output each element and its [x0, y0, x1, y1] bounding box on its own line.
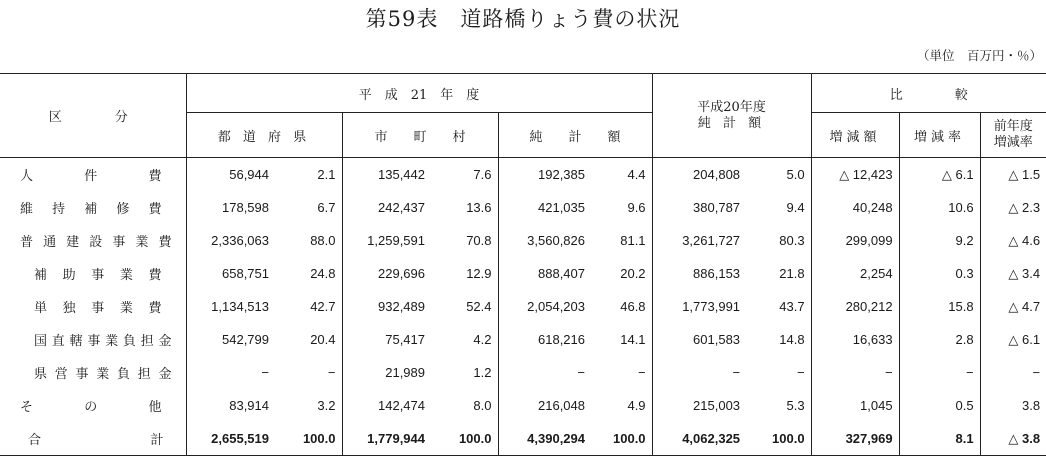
cell-chg-r: △ 6.1 [899, 158, 980, 192]
cell-fy20: 4,062,325 [652, 422, 746, 456]
cell-chg-r: 9.2 [899, 224, 980, 257]
cell-pref: 658,751 [186, 257, 275, 290]
cell-fy20-r: 14.8 [779, 332, 805, 347]
cell-muni-r: 70.8 [466, 233, 492, 248]
header-prev-line2: 増減率 [993, 135, 1033, 150]
cell-muni-r: 100.0 [431, 422, 498, 456]
row-label: 県営事業負担金 [34, 367, 172, 382]
cell-chg: 2,254 [811, 257, 899, 290]
header-prefecture: 都 道 府 県 [186, 113, 342, 158]
row-label: 国直轄事業負担金 [34, 334, 172, 349]
cell-chg: △ 12,423 [811, 158, 899, 192]
cell-muni: 932,489 [342, 290, 431, 323]
cell-fy20-r: 80.3 [779, 233, 805, 248]
cell-net: 618,216 [498, 323, 591, 356]
cell-fy20: 3,261,727 [652, 224, 746, 257]
cell-pref: 1,134,513 [186, 290, 275, 323]
cell-fy20-r: 5.3 [786, 398, 805, 413]
table-row [0, 191, 1046, 224]
header-municipality: 市 町 村 [342, 113, 498, 158]
road-bridge-cost-table [0, 73, 1046, 456]
cell-fy20-r: 100.0 [746, 422, 811, 456]
cell-chg-r: 10.6 [899, 191, 980, 224]
cell-pref: 2,655,519 [186, 422, 275, 456]
cell-muni: 21,989 [342, 356, 431, 389]
cell-fy20-r: 9.4 [786, 200, 805, 215]
cell-chg: 327,969 [811, 422, 899, 456]
cell-pref-r: − [327, 365, 336, 380]
cell-fy20-r: − [796, 365, 805, 380]
cell-pref: 83,914 [186, 389, 275, 422]
cell-chg-r: 2.8 [899, 323, 980, 356]
cell-muni-r: 7.6 [473, 167, 492, 182]
cell-net: 4,390,294 [498, 422, 591, 456]
cell-fy20-r: 21.8 [779, 266, 805, 281]
cell-muni: 75,417 [342, 323, 431, 356]
cell-net-r: 14.1 [620, 332, 646, 347]
cell-muni-r: 52.4 [466, 299, 492, 314]
cell-fy20: 601,583 [652, 323, 746, 356]
cell-pref: − [186, 356, 275, 389]
cell-pref: 2,336,063 [186, 224, 275, 257]
cell-muni-r: 1.2 [473, 365, 492, 380]
row-label: 単独事業費 [34, 301, 162, 316]
cell-pref-r: 100.0 [275, 422, 342, 456]
cell-prev: △ 4.7 [980, 290, 1046, 323]
table-row [0, 389, 1046, 422]
cell-net-r: 4.4 [627, 167, 646, 182]
table-row [0, 257, 1046, 290]
cell-pref-r: 42.7 [310, 299, 336, 314]
header-change-rate: 増減率 [899, 113, 980, 158]
cell-net-r: − [637, 365, 646, 380]
cell-muni: 1,259,591 [342, 224, 431, 257]
cell-net: 888,407 [498, 257, 591, 290]
cell-net-r: 20.2 [620, 266, 646, 281]
cell-chg-r: 0.5 [899, 389, 980, 422]
cell-pref: 56,944 [186, 158, 275, 192]
cell-chg: 16,633 [811, 323, 899, 356]
cell-prev: − [980, 356, 1046, 389]
cell-muni-r: 4.2 [473, 332, 492, 347]
cell-net-r: 9.6 [627, 200, 646, 215]
header-fy20-line2: 純 計 額 [697, 115, 766, 131]
cell-fy20: − [652, 356, 746, 389]
table-row [0, 323, 1046, 356]
cell-prev: △ 6.1 [980, 323, 1046, 356]
cell-pref-r: 20.4 [310, 332, 336, 347]
header-compare: 比 較 [811, 74, 1046, 113]
cell-net: 421,035 [498, 191, 591, 224]
page-title: 第59表 道路橋りょう費の状況 [365, 7, 681, 31]
table-row [0, 224, 1046, 257]
header-fy20-line1: 平成20年度 [697, 99, 766, 115]
cell-net-r: 81.1 [620, 233, 646, 248]
cell-pref-r: 2.1 [317, 167, 336, 182]
cell-chg: − [811, 356, 899, 389]
cell-chg: 1,045 [811, 389, 899, 422]
cell-fy20: 1,773,991 [652, 290, 746, 323]
cell-chg-r: 8.1 [899, 422, 980, 456]
unit-note: （単位 百万円・％） [916, 48, 1042, 63]
header-prev-line1: 前年度 [993, 119, 1033, 134]
table-row [0, 356, 1046, 389]
cell-pref-r: 24.8 [310, 266, 336, 281]
cell-fy20: 886,153 [652, 257, 746, 290]
cell-fy20: 380,787 [652, 191, 746, 224]
header-change-amount: 増減額 [811, 113, 899, 158]
header-category: 区 分 [0, 74, 186, 158]
cell-prev: △ 3.8 [980, 422, 1046, 456]
cell-muni: 242,437 [342, 191, 431, 224]
header-fy20 [652, 74, 811, 158]
row-label: 補助事業費 [34, 268, 162, 283]
cell-net: 216,048 [498, 389, 591, 422]
cell-muni: 1,779,944 [342, 422, 431, 456]
cell-net-r: 46.8 [620, 299, 646, 314]
cell-net: − [498, 356, 591, 389]
cell-pref-r: 3.2 [317, 398, 336, 413]
cell-pref: 542,799 [186, 323, 275, 356]
cell-chg-r: 15.8 [899, 290, 980, 323]
cell-pref-r: 6.7 [317, 200, 336, 215]
cell-fy20-r: 5.0 [786, 167, 805, 182]
cell-muni-r: 8.0 [473, 398, 492, 413]
cell-prev: △ 3.4 [980, 257, 1046, 290]
cell-muni-r: 13.6 [466, 200, 492, 215]
row-label: 人件費 [20, 169, 162, 184]
cell-net-r: 100.0 [591, 422, 652, 456]
row-label: 普通建設事業費 [20, 235, 172, 250]
cell-fy20: 204,808 [652, 158, 746, 192]
cell-fy20-r: 43.7 [779, 299, 805, 314]
cell-pref-r: 88.0 [310, 233, 336, 248]
cell-muni: 229,696 [342, 257, 431, 290]
cell-net-r: 4.9 [627, 398, 646, 413]
header-net-total: 純 計 額 [498, 113, 652, 158]
cell-chg: 280,212 [811, 290, 899, 323]
cell-prev: △ 4.6 [980, 224, 1046, 257]
cell-muni: 135,442 [342, 158, 431, 192]
table-row [0, 158, 1046, 192]
cell-pref: 178,598 [186, 191, 275, 224]
header-prev-change-rate [980, 113, 1046, 158]
cell-net: 2,054,203 [498, 290, 591, 323]
cell-chg-r: 0.3 [899, 257, 980, 290]
table-row [0, 290, 1046, 323]
cell-net: 192,385 [498, 158, 591, 192]
table-row [0, 422, 1046, 456]
cell-muni: 142,474 [342, 389, 431, 422]
cell-chg-r: − [899, 356, 980, 389]
cell-prev: 3.8 [980, 389, 1046, 422]
cell-chg: 299,099 [811, 224, 899, 257]
cell-chg: 40,248 [811, 191, 899, 224]
cell-muni-r: 12.9 [466, 266, 492, 281]
header-fy21: 平 成 21 年 度 [186, 74, 652, 113]
cell-net: 3,560,826 [498, 224, 591, 257]
cell-prev: △ 2.3 [980, 191, 1046, 224]
row-label: 維持補修費 [20, 202, 162, 217]
row-label: 合計 [0, 422, 186, 456]
row-label: その他 [20, 400, 162, 415]
cell-fy20: 215,003 [652, 389, 746, 422]
cell-prev: △ 1.5 [980, 158, 1046, 192]
